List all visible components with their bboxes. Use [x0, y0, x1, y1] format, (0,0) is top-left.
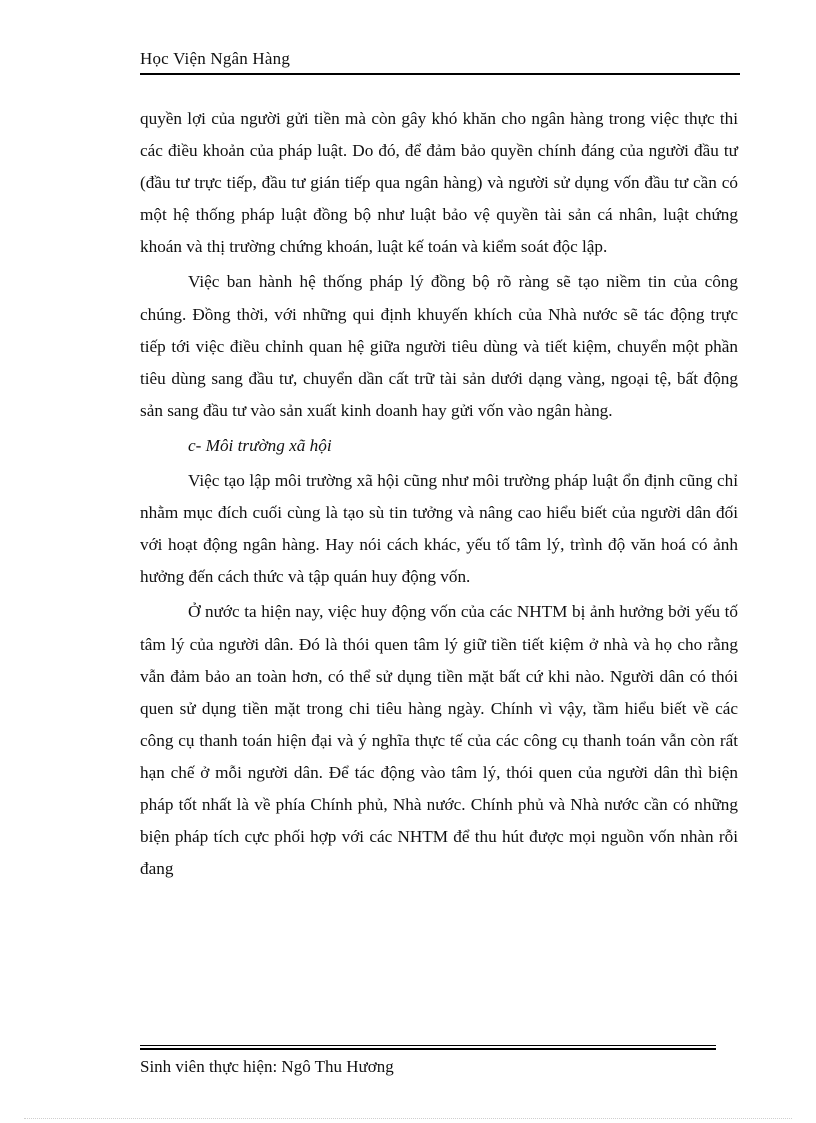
- page-edge: [24, 1118, 792, 1119]
- page-footer: [140, 1045, 720, 1078]
- page-header: [140, 48, 740, 75]
- paragraph-1: quyền lợi của người gửi tiền mà còn gây khó khăn cho ngân hàng trong việc thực thi các điều khoản của pháp luật. Do đó, để đảm bảo quyền chính đáng của người đầu tư (đầu tư trực tiếp, đầu tư gián tiếp qua ngân hàng) và người sử dụng vốn đầu tư cần có một hệ thống pháp luật đồng bộ như luật bảo vệ quyền tài sản cá nhân, luật chứng khoán và thị trường chứng khoán, luật kế toán và kiểm soát độc lập.: [140, 109, 738, 257]
- header-divider: [140, 73, 740, 75]
- footer-author: Sinh viên thực hiện: Ngô Thu Hương: [140, 1057, 394, 1076]
- footer-divider: [140, 1045, 716, 1046]
- footer-divider-thick: [140, 1048, 716, 1050]
- document-body: [140, 103, 738, 888]
- header-title: Học Viện Ngân Hàng: [140, 49, 291, 68]
- section-heading: c- Môi trường xã hội: [188, 435, 332, 455]
- paragraph-3: Việc tạo lập môi trường xã hội cũng như môi trường pháp luật ổn định cũng chỉ nhằm mục đích cuối cùng là tạo sù tin tưởng và nâng cao hiểu biết của người dân đối với hoạt động ngân hàng. Hay nói cách khác, yếu tố tâm lý, trình độ văn hoá có ảnh hưởng đến cách thức và tập quán huy động vốn.: [140, 471, 738, 587]
- paragraph-2: Việc ban hành hệ thống pháp lý đồng bộ rõ ràng sẽ tạo niềm tin của công chúng. Đồng thời, với những qui định khuyến khích của Nhà nước sẽ tác động trực tiếp tới việc điều chỉnh quan hệ giữa người tiêu dùng và tiết kiệm, chuyển một phần tiêu dùng sang đầu tư, chuyển dần cất trữ tài sản dưới dạng vàng, ngoại tệ, bất động sản sang đầu tư vào sản xuất kinh doanh hay gửi vốn vào ngân hàng.: [140, 272, 738, 420]
- paragraph-4: Ở nước ta hiện nay, việc huy động vốn của các NHTM bị ảnh hưởng bởi yếu tố tâm lý của người dân. Đó là thói quen tâm lý giữ tiền tiết kiệm ở nhà và họ cho rằng vẫn đảm bảo an toàn hơn, có thể sử dụng tiền mặt bất cứ khi nào. Người dân có thói quen sử dụng tiền mặt trong chi tiêu hàng ngày. Chính vì vậy, tầm hiểu biết về các công cụ thanh toán hiện đại và ý nghĩa thực tế của các công cụ thanh toán vẫn còn rất hạn chế ở mỗi người dân. Để tác động vào tâm lý, thói quen của người dân thì biện pháp tốt nhất là về phía Chính phủ, Nhà nước. Chính phủ và Nhà nước cần có những biện pháp tích cực phối hợp với các NHTM để thu hút được mọi nguồn vốn nhàn rỗi đang: [140, 602, 738, 879]
